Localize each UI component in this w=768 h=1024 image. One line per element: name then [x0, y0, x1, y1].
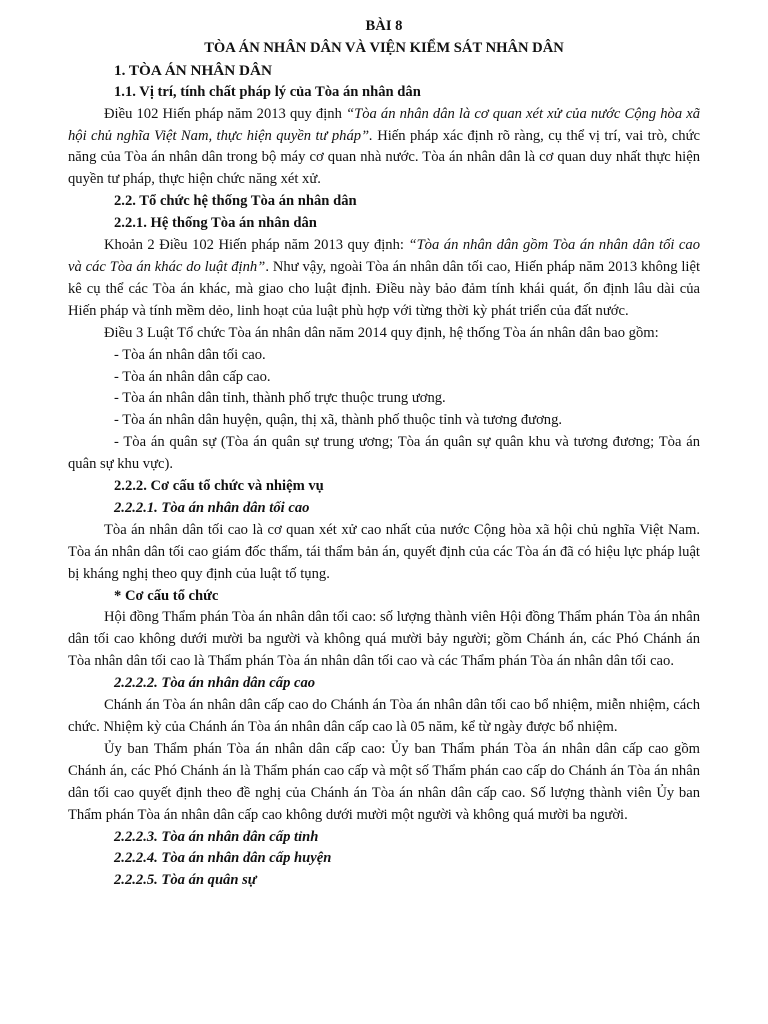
paragraph-rest: . Như vậy, ngoài Tòa án nhân dân tối cao, Hiến pháp năm 2013 không liệt kê cụ thể các Tòa án khác, mà giao cho luật định. Điều này bảo đảm tính khái quát, ổn định lâu dài của Hiến pháp và tính mềm dẻo, linh hoạt của luật phù hợp với từng thời kỳ phát triển của đất nước.	[68, 258, 701, 319]
list-item: - Tòa án quân sự (Tòa án quân sự trung ương; Tòa án quân sự quân khu và tương đương; Tòa án quân sự khu vực).	[68, 434, 700, 473]
document-page	[68, 16, 700, 892]
paragraph-article-102	[68, 104, 700, 192]
paragraph-judges-committee: Ủy ban Thẩm phán Tòa án nhân dân cấp cao: Ủy ban Thẩm phán Tòa án nhân dân cấp cao gồm Chánh án, các Phó Chánh án là Thẩm phán cao cấp và một số Thẩm phán cao cấp do Chánh án Tòa án nhân dân tối cao quyết định theo đề nghị của Chánh án Tòa án nhân dân cấp cao. Số lượng thành viên Ủy ban Thẩm phán Tòa án nhân dân cấp cao không dưới mười một người và không quá mười ba người.	[68, 740, 700, 823]
subsection-heading-2-2-2-4: 2.2.2.4. Tòa án nhân dân cấp huyện	[114, 850, 332, 867]
list-item: - Tòa án nhân dân tỉnh, thành phố trực thuộc trung ương.	[114, 390, 446, 407]
constitution-quote: “Tòa án nhân dân là cơ quan xét xử của nước Cộng hòa xã hội chủ nghĩa Việt Nam, thực hiện quyền tư pháp”.	[68, 105, 701, 144]
chapter-title: TÒA ÁN NHÂN DÂN VÀ VIỆN KIỂM SÁT NHÂN DÂN	[204, 39, 564, 56]
paragraph-article-3: Điều 3 Luật Tổ chức Tòa án nhân dân năm 2014 quy định, hệ thống Tòa án nhân dân bao gồm:	[104, 324, 659, 341]
section-heading-1: 1. TÒA ÁN NHÂN DÂN	[114, 61, 272, 79]
paragraph-supreme-court: Tòa án nhân dân tối cao là cơ quan xét xử cao nhất của nước Cộng hòa xã hội chủ nghĩa Việt Nam. Tòa án nhân dân tối cao giám đốc thẩm, tái thẩm bản án, quyết định của các Tòa án đã có hiệu lực pháp luật bị kháng nghị theo quy định của luật tố tụng.	[68, 521, 700, 582]
lesson-title: BÀI 8	[365, 18, 403, 34]
subsection-heading-1-1: 1.1. Vị trí, tính chất pháp lý của Tòa án nhân dân	[114, 83, 421, 100]
subsection-heading-2-2: 2.2. Tổ chức hệ thống Tòa án nhân dân	[114, 193, 357, 210]
paragraph-chief-justice: Chánh án Tòa án nhân dân cấp cao do Chánh án Tòa án nhân dân tối cao bổ nhiệm, miễn nhiệm, cách chức. Nhiệm kỳ của Chánh án Tòa án nhân dân cấp cao là 05 năm, kể từ ngày được bổ nhiệm.	[68, 697, 700, 735]
paragraph-lead: Điều 102 Hiến pháp năm 2013 quy định	[104, 105, 346, 122]
constitution-quote: “Tòa án nhân dân gồm Tòa án nhân dân tối cao và các Tòa án khác do luật định”	[68, 237, 700, 275]
subsection-heading-2-2-2-2: 2.2.2.2. Tòa án nhân dân cấp cao	[114, 675, 316, 692]
subsection-heading-2-2-1: 2.2.1. Hệ thống Tòa án nhân dân	[114, 215, 317, 232]
subsection-heading-2-2-2-5: 2.2.2.5. Tòa án quân sự	[114, 872, 257, 889]
list-item: - Tòa án nhân dân cấp cao.	[114, 368, 271, 385]
list-item: - Tòa án nhân dân tối cao.	[114, 346, 266, 363]
subsection-heading-2-2-2-1: 2.2.2.1. Tòa án nhân dân tối cao	[114, 499, 310, 516]
subsection-heading-2-2-2: 2.2.2. Cơ cấu tổ chức và nhiệm vụ	[114, 478, 324, 495]
paragraph-clause-2	[68, 235, 700, 323]
org-structure-heading: * Cơ cấu tổ chức	[114, 587, 219, 604]
paragraph-judges-council: Hội đồng Thẩm phán Tòa án nhân dân tối cao: số lượng thành viên Hội đồng Thẩm phán Tòa án nhân dân tối cao không dưới mười ba người và không quá mười bảy người; gồm Chánh án, các Phó Chánh án Tòa nhân dân tối cao là Thẩm phán Tòa án nhân dân tối cao và các Thẩm phán Tòa án nhân dân tối cao.	[68, 609, 700, 670]
list-item: - Tòa án nhân dân huyện, quận, thị xã, thành phố thuộc tỉnh và tương đương.	[114, 412, 563, 429]
paragraph-rest: Hiến pháp xác định rõ ràng, cụ thể vị trí, vai trò, chức năng của Tòa án nhân dân trong bộ máy cơ quan nhà nước. Tòa án nhân dân là cơ quan duy nhất thực hiện quyền tư pháp, thực hiện chức năng xét xử.	[68, 127, 700, 188]
paragraph-lead: Khoản 2 Điều 102 Hiến pháp năm 2013 quy định:	[104, 237, 409, 254]
subsection-heading-2-2-2-3: 2.2.2.3. Tòa án nhân dân cấp tỉnh	[114, 828, 319, 845]
